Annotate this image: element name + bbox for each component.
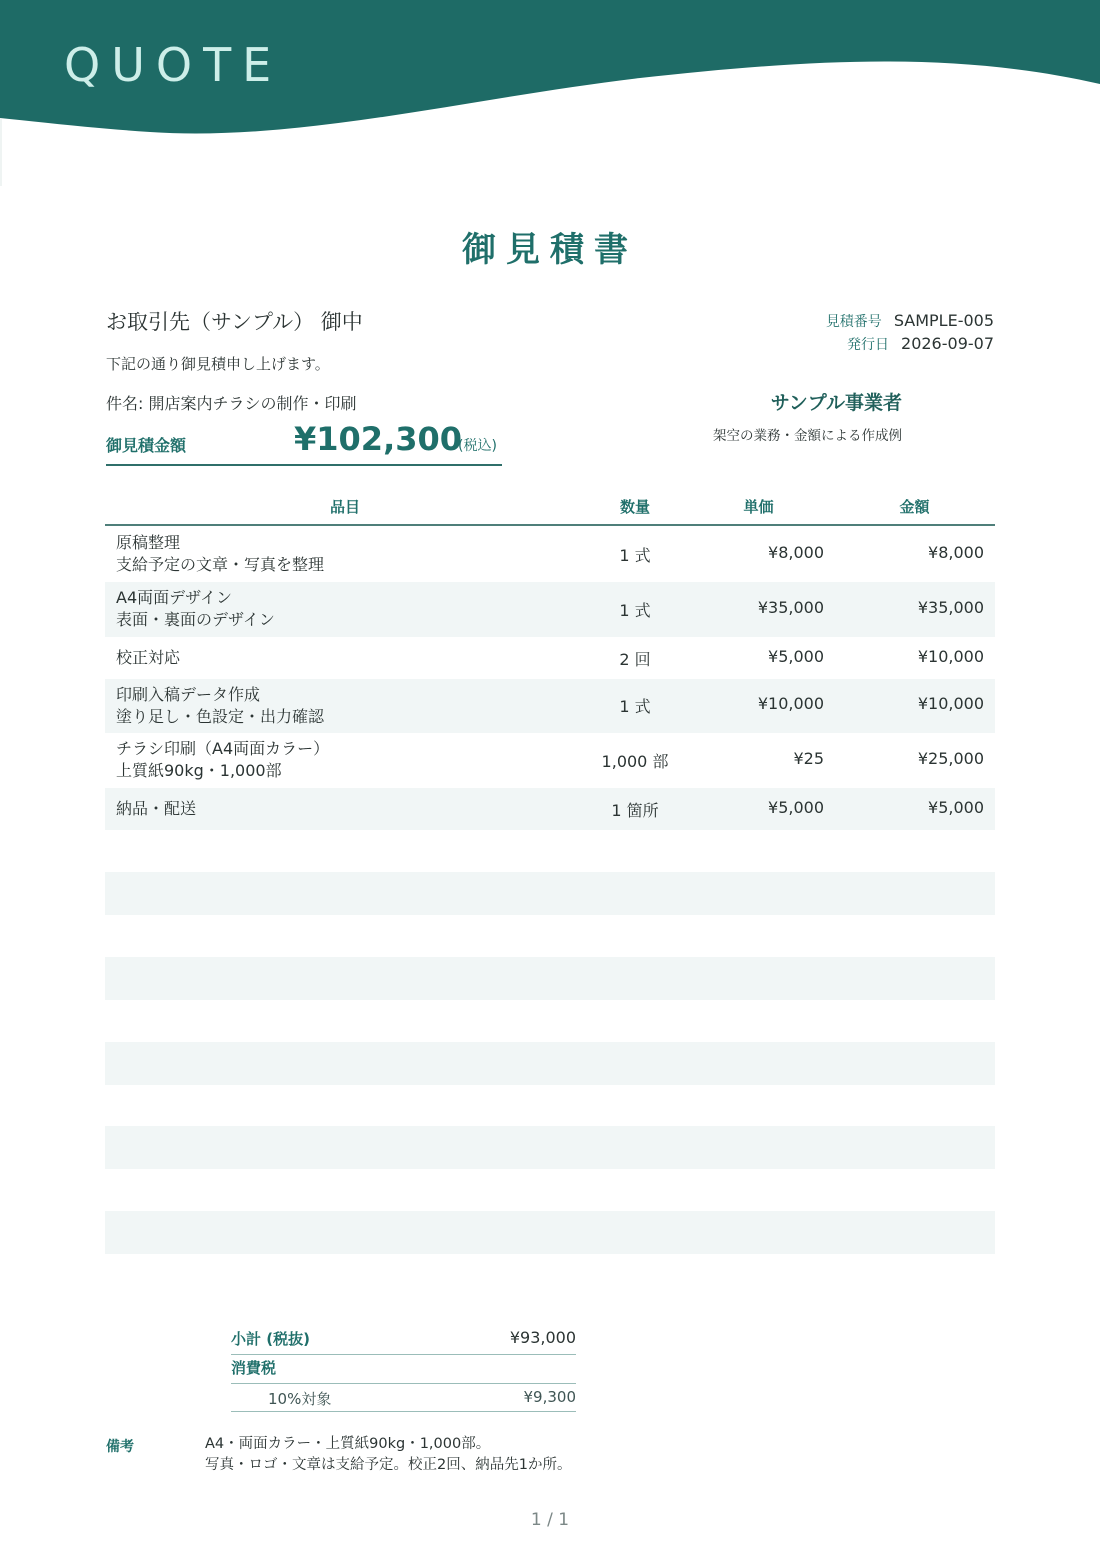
quote-number-label: 見積番号 [825,314,882,330]
divider [231,1354,576,1355]
item-qty: 2 回 [619,650,651,669]
item-qty: 1 箇所 [611,801,659,820]
item-amount: ¥10,000 [917,694,984,713]
tax-label: 消費税 [231,1359,277,1377]
item-detail: 上質紙90kg・1,000部 [116,761,282,780]
divider [231,1383,576,1384]
item-detail: 塗り足し・色設定・出力確認 [116,707,325,726]
quote-meta [826,310,994,356]
intro-text: 下記の通り御見積申し上げます。 [106,355,330,373]
item-detail: 表面・裏面のデザイン [116,610,275,629]
table-row [105,526,995,582]
divider [231,1411,576,1412]
table-header [105,488,995,526]
item-unit-price: ¥35,000 [757,598,824,617]
item-detail: 支給予定の文章・写真を整理 [116,555,325,574]
tax-detail-row [231,1388,576,1412]
total-amount-box [106,422,502,466]
item-qty: 1,000 部 [601,752,669,771]
document-title: 御見積書 [462,230,638,270]
table-row [105,679,995,733]
item-name: 納品・配送 [116,799,197,818]
remarks-label: 備考 [106,1439,134,1455]
table-row [105,637,995,679]
item-amount: ¥10,000 [917,647,984,666]
tax-amount: ¥9,300 [523,1388,576,1406]
issuer-name: サンプル事業者 [770,392,902,414]
item-qty: 1 式 [619,546,651,565]
item-name: 印刷入稿データ作成 [116,685,261,704]
client-name: お取引先（サンプル） 御中 [106,310,363,334]
item-unit-price: ¥5,000 [768,798,824,817]
item-unit-price: ¥8,000 [768,543,824,562]
page-number: 1 / 1 [530,1510,570,1530]
banner-title: QUOTE [64,38,283,92]
header-item: 品目 [329,498,360,516]
item-name: 原稿整理 [116,533,181,552]
table-row [105,582,995,637]
total-amount-label: 御見積金額 [106,436,187,455]
item-name: A4両面デザイン [116,588,233,607]
item-name: チラシ印刷（A4両面カラー） [116,739,330,758]
remarks-text [205,1434,571,1476]
remarks-line: 写真・ロゴ・文章は支給予定。校正2回、納品先1か所。 [205,1457,572,1473]
empty-row [105,872,995,915]
item-amount: ¥5,000 [928,798,984,817]
header-banner [0,0,1100,190]
item-amount: ¥8,000 [928,543,984,562]
subtotal-label: 小計 (税抜) [231,1330,310,1348]
item-qty: 1 式 [619,601,651,620]
subtotal-row [231,1328,576,1352]
header-amount: 金額 [899,498,930,516]
issue-date: 2026-09-07 [901,334,994,353]
issuer-note: 架空の業務・金額による作成例 [713,428,902,444]
item-unit-price: ¥5,000 [768,647,824,666]
item-qty: 1 式 [619,697,651,716]
empty-row [105,1126,995,1169]
tax-included-note: (税込) [458,438,497,454]
remarks-line: A4・両面カラー・上質紙90kg・1,000部。 [205,1436,491,1452]
item-unit-price: ¥25 [793,749,824,768]
total-amount-value: ¥102,300 [294,420,463,458]
header-qty: 数量 [619,498,650,516]
item-amount: ¥35,000 [917,598,984,617]
tax-row [231,1357,576,1381]
item-name: 校正対応 [116,648,181,667]
empty-row [105,1211,995,1254]
table-row [105,733,995,788]
header-unit-price: 単価 [743,498,774,516]
table-row [105,788,995,830]
item-amount: ¥25,000 [917,749,984,768]
empty-row [105,1042,995,1085]
empty-row [105,957,995,1000]
item-unit-price: ¥10,000 [757,694,824,713]
subtotal-value: ¥93,000 [509,1328,576,1347]
subject-line: 件名: 開店案内チラシの制作・印刷 [106,394,357,413]
issue-date-label: 発行日 [847,337,890,353]
tax-rate-label: 10%対象 [268,1390,332,1408]
quote-number: SAMPLE-005 [893,311,994,330]
